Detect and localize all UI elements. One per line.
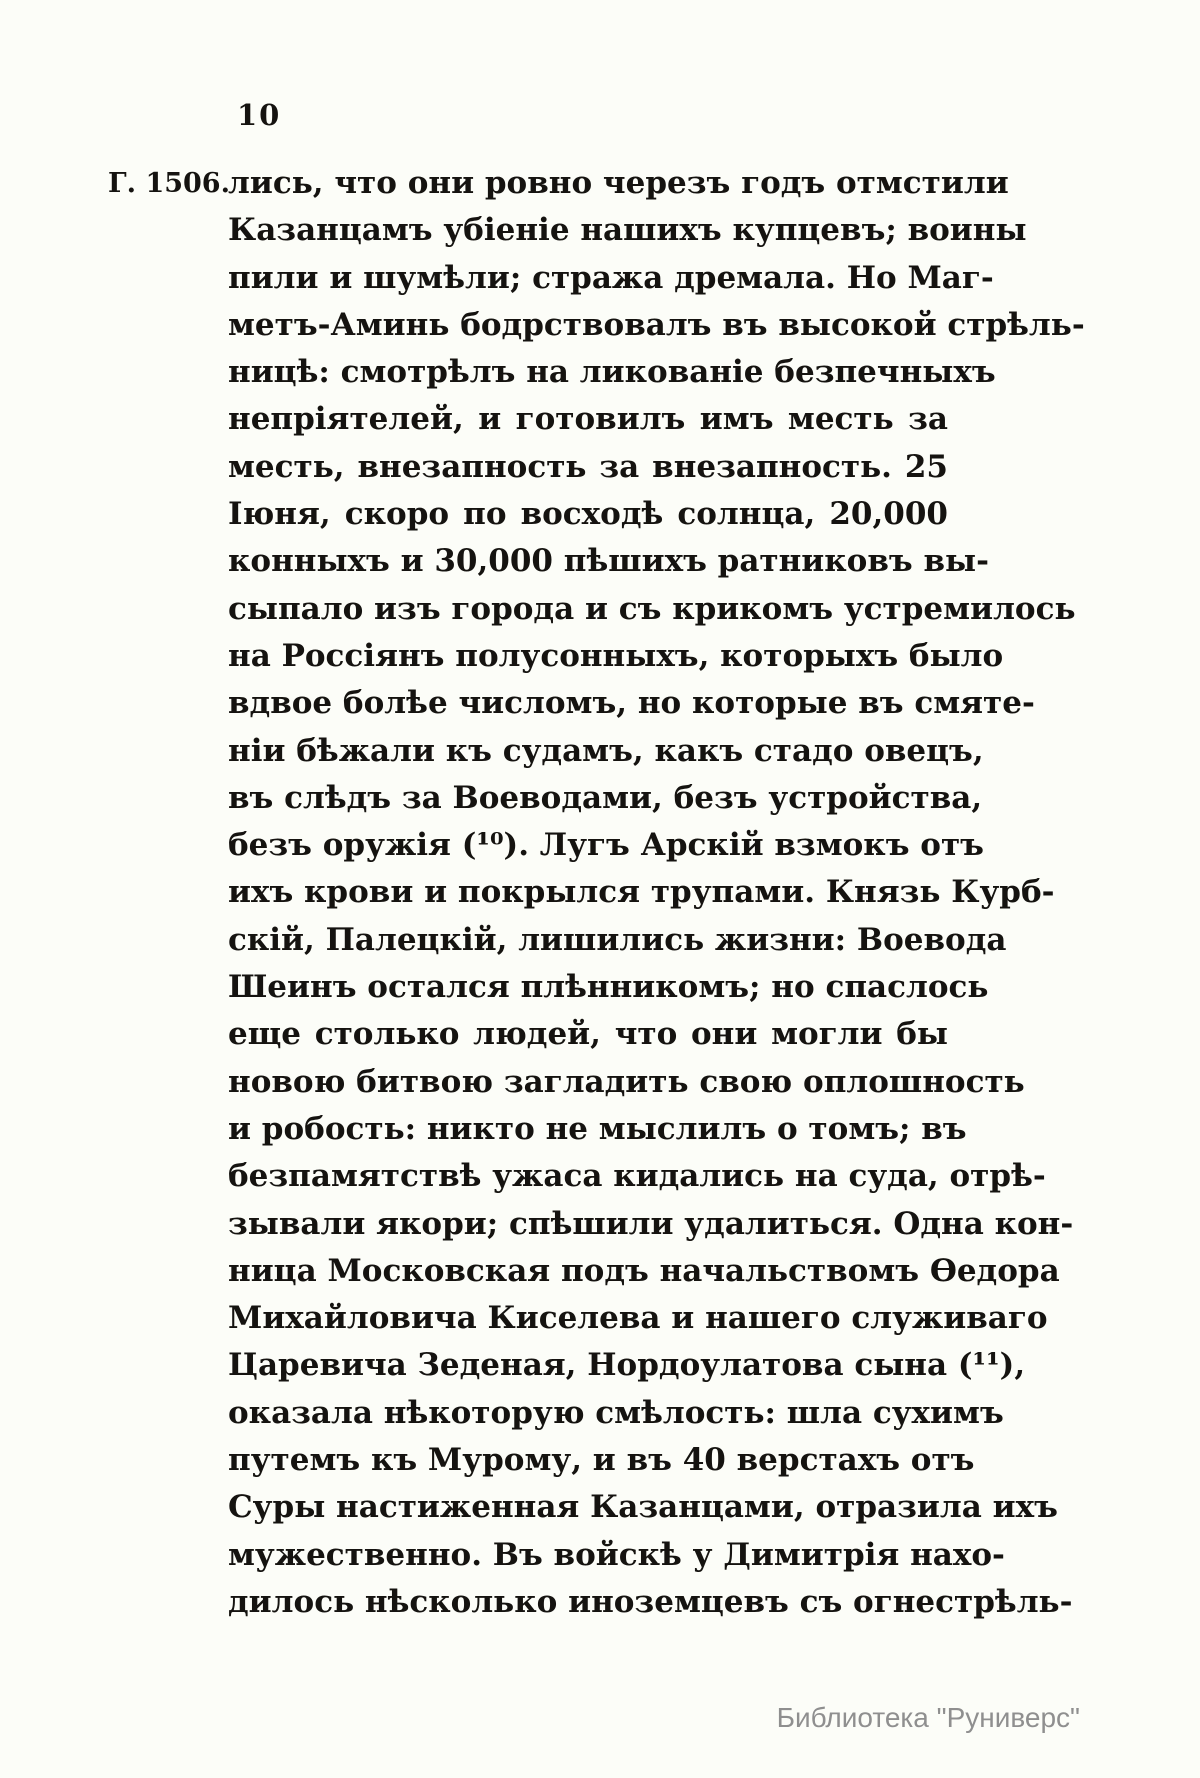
text-line: сыпало изъ города и съ крикомъ устремилось (228, 590, 1076, 627)
text-line: конныхъ и 30,000 пѣшихъ ратниковъ вы- (228, 543, 989, 580)
text-line: ница Московская подъ начальствомъ Ѳедора (228, 1252, 1060, 1289)
text-line: Іюня, скоро по восходѣ солнца, 20,000 (228, 496, 948, 533)
library-watermark: Библиотека "Руниверс" (776, 1702, 1080, 1733)
text-line: на Россіянъ полусонныхъ, которыхъ было (228, 637, 1004, 674)
text-line: Царевича Зеденая, Нордоулатова сына (¹¹), (228, 1347, 1026, 1384)
text-line: ніи бѣжали къ судамъ, какъ стадо овецъ, (228, 732, 984, 769)
text-line: Шеинъ остался плѣнникомъ; но спаслось (228, 969, 989, 1006)
text-line: Казанцамъ убіеніе нашихъ купцевъ; воины (228, 212, 1027, 249)
text-line: зывали якори; спѣшили удалиться. Одна кон- (228, 1205, 1074, 1242)
text-line: ихъ крови и покрылся трупами. Князь Курб- (228, 874, 1055, 911)
text-line: скій, Палецкій, лишились жизни: Воевода (228, 921, 1007, 958)
body-text (228, 160, 1085, 1626)
text-line: оказала нѣкоторую смѣлость: шла сухимъ (228, 1394, 1004, 1431)
text-line: месть, внезапность за внезапность. 25 (228, 448, 948, 485)
text-line: ницѣ: смотрѣлъ на ликованіе безпечныхъ (228, 354, 996, 391)
page-number: 10 (237, 98, 282, 132)
text-line: пили и шумѣли; стража дремала. Но Маг- (228, 259, 994, 296)
text-line: метъ-Аминь бодрствовалъ въ высокой стрѣль- (228, 306, 1085, 343)
text-line: путемъ къ Мурому, и въ 40 верстахъ отъ (228, 1442, 975, 1479)
text-line: Суры настиженная Казанцами, отразила ихъ (228, 1489, 1058, 1526)
text-line: безъ оружія (¹⁰). Лугъ Арскій взмокъ отъ (228, 827, 984, 864)
text-line: безпамятствѣ ужаса кидались на суда, отрѣ- (228, 1158, 1046, 1195)
text-line: и робость: никто не мыслилъ о томъ; въ (228, 1110, 967, 1147)
text-line: въ слѣдъ за Воеводами, безъ устройства, (228, 779, 983, 816)
text-line: новою битвою загладить свою оплошность (228, 1063, 1025, 1100)
text-line: еще столько людей, что они могли бы (228, 1016, 948, 1053)
text-line: дилось нѣсколько иноземцевъ съ огнестрѣль- (228, 1583, 1073, 1620)
margin-year-note: Г. 1506. (108, 168, 230, 199)
text-line: непріятелей, и готовилъ имъ месть за (228, 401, 948, 438)
text-line: вдвое болѣе числомъ, но которые въ смяте- (228, 685, 1035, 722)
text-line: мужественно. Въ войскѣ у Димитрія нахо- (228, 1536, 1005, 1573)
text-line: лись, что они ровно черезъ годъ отмстили (228, 165, 1009, 201)
text-line: Михайловича Киселева и нашего служиваго (228, 1300, 1048, 1337)
